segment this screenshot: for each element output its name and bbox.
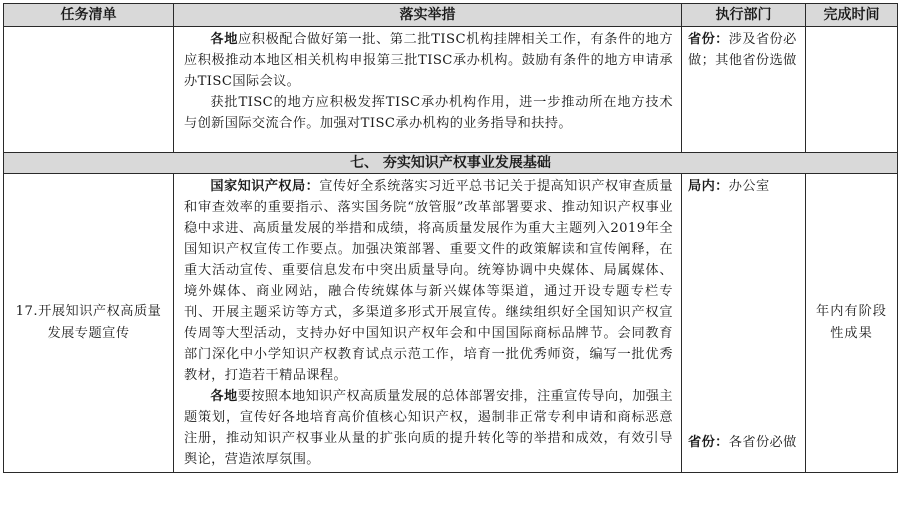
header-dept: 执行部门 [682, 4, 806, 27]
measure-lead: 各地 [210, 32, 238, 47]
dept-text: 涉及省份必做；其他省份选做 [688, 32, 797, 68]
header-row [4, 4, 898, 27]
measures-cell [174, 27, 682, 153]
table-row-tisc [4, 27, 898, 153]
header-time: 完成时间 [806, 4, 898, 27]
measure-text: 应积极配合做好第一批、第二批TISC机构挂牌相关工作，有条件的地方应积极推动本地区相关机构申报第三批TISC承办机构。鼓励有条件的地方申请承办TISC国际会议。 [184, 32, 673, 89]
measure-lead: 各地 [210, 389, 238, 404]
section-row [4, 153, 898, 174]
dept-cell [682, 174, 806, 473]
section-title: 七、 夯实知识产权事业发展基础 [4, 153, 898, 174]
dept-entry [688, 176, 799, 197]
measure-paragraph [184, 29, 673, 92]
dept-lead: 局内： [688, 179, 729, 194]
dept-lead: 省份： [688, 32, 729, 47]
dept-lead: 省份： [688, 435, 729, 450]
task-cell-empty [4, 27, 174, 153]
measure-paragraph [184, 92, 673, 134]
dept-entry [688, 432, 797, 453]
time-cell-empty [806, 27, 898, 153]
measure-paragraph [184, 176, 673, 386]
dept-cell [682, 27, 806, 153]
task-table [3, 3, 898, 473]
measure-text: 获批TISC的地方应积极发挥TISC承办机构作用，进一步推动所在地方技术与创新国际交流合作。加强对TISC承办机构的业务指导和扶持。 [184, 95, 673, 131]
completion-time: 年内有阶段性成果 [806, 174, 898, 473]
measure-lead: 国家知识产权局： [210, 179, 320, 194]
table-row-17 [4, 174, 898, 473]
task-name: 17.开展知识产权高质量发展专题宣传 [4, 174, 174, 473]
measure-text: 要按照本地知识产权高质量发展的总体部署安排，注重宣传导向，加强主题策划，宣传好各地培育高价值核心知识产权，遏制非正常专利申请和商标恶意注册，推动知识产权事业从量的扩张向质的提升转化等的举措和成效，有效引导舆论，营造浓厚氛围。 [184, 389, 673, 467]
measure-text: 宣传好全系统落实习近平总书记关于提高知识产权审查质量和审查效率的重要指示、落实国务院“放管服”改革部署要求、推动知识产权事业稳中求进、高质量发展的举措和成绩，将高质量发展作为重大主题列入2019年全国知识产权宣传工作要点。加强决策部署、重要文件的政策解读和宣传阐释，在重大活动宣传、重要信息发布中突出质量导向。统筹协调中央媒体、局属媒体、境外媒体、商业网站，融合传统媒体与新兴媒体等渠道，通过开设专题专栏专刊、开展主题采访等方式，多渠道多形式开展宣传。继续组织好全国知识产权宣传周等大型活动，支持办好中国知识产权年会和中国国际商标品牌节。会同教育部门深化中小学知识产权教育试点示范工作，培育一批优秀师资，编写一批优秀教材，打造若干精品课程。 [184, 179, 673, 383]
measures-cell [174, 174, 682, 473]
dept-text: 办公室 [728, 179, 770, 194]
dept-text: 各省份必做 [728, 435, 797, 450]
measure-paragraph [184, 386, 673, 470]
header-measures: 落实举措 [174, 4, 682, 27]
header-task: 任务清单 [4, 4, 174, 27]
